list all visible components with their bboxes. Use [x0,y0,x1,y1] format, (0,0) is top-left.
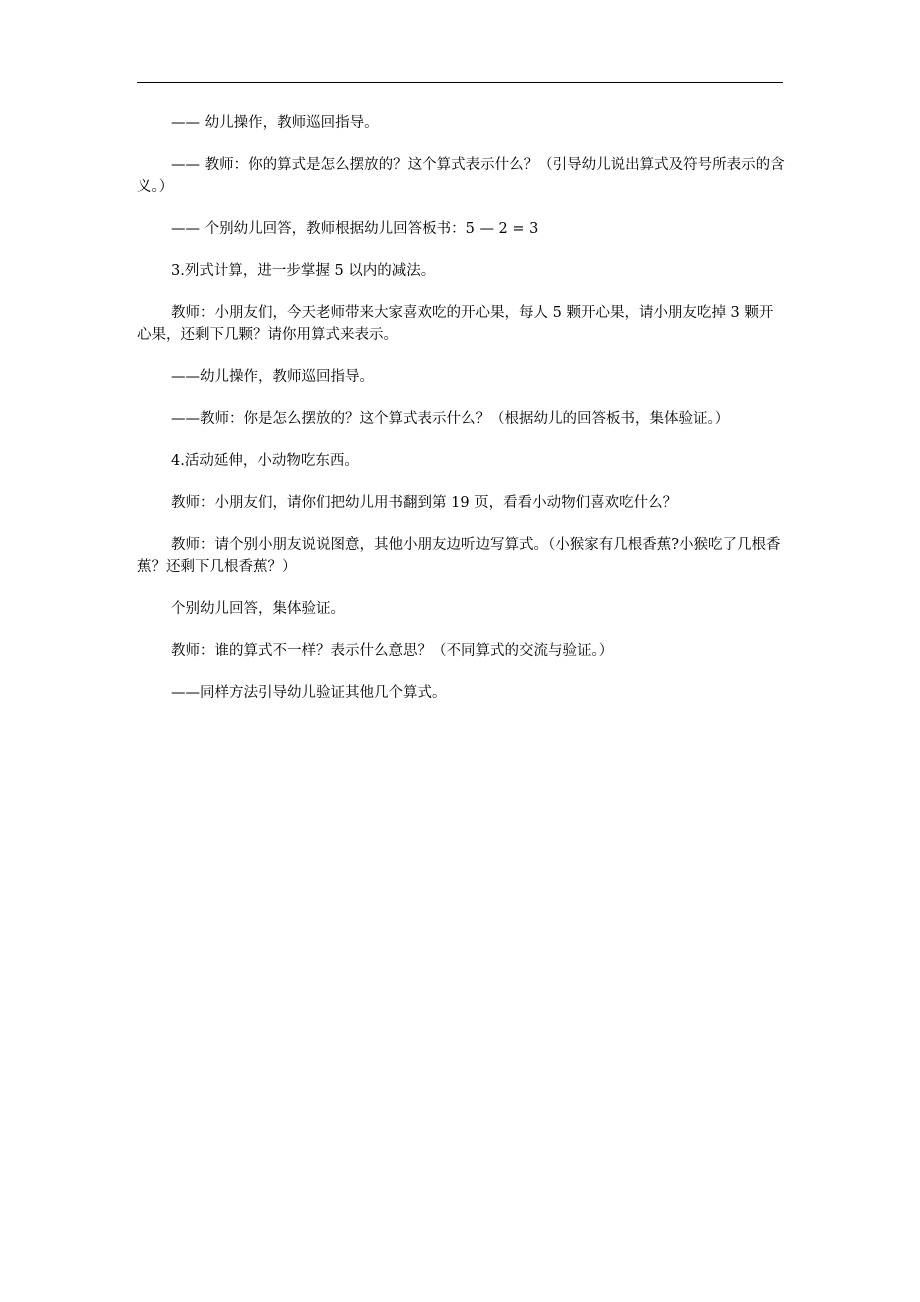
paragraph: ——教师：你是怎么摆放的？这个算式表示什么？（根据幼儿的回答板书，集体验证。） [171,411,730,427]
paragraph: 教师：小朋友们，请你们把幼儿用书翻到第 19 页，看看小动物们喜欢吃什么？ [171,495,678,511]
paragraph: 个别幼儿回答，集体验证。 [171,601,345,617]
paragraph: ——同样方法引导幼儿验证其他几个算式。 [171,685,447,701]
paragraph: 教师：谁的算式不一样？表示什么意思？（不同算式的交流与验证。） [171,643,614,659]
document-body [137,112,785,724]
paragraph: 教师：请个别小朋友说说图意，其他小朋友边听边写算式。（小猴家有几根香蕉?小猴吃了几根香蕉？还剩下几根香蕉？） [137,537,781,575]
paragraph: —— 幼儿操作，教师巡回指导。 [171,115,379,131]
paragraph: —— 个别幼儿回答，教师根据幼儿回答板书：5 — 2 = 3 [171,221,539,237]
paragraph: 教师：小朋友们，今天老师带来大家喜欢吃的开心果，每人 5 颗开心果，请小朋友吃掉 3 颗开心果，还剩下几颗？请你用算式来表示。 [137,305,774,343]
section-heading: 3.列式计算，进一步掌握 5 以内的减法。 [171,263,436,279]
header-rule [137,82,783,83]
paragraph: ——幼儿操作，教师巡回指导。 [171,369,374,385]
paragraph: —— 教师：你的算式是怎么摆放的？这个算式表示什么？（引导幼儿说出算式及符号所表示的含义。） [137,157,785,195]
section-heading: 4.活动延伸，小动物吃东西。 [171,453,359,469]
